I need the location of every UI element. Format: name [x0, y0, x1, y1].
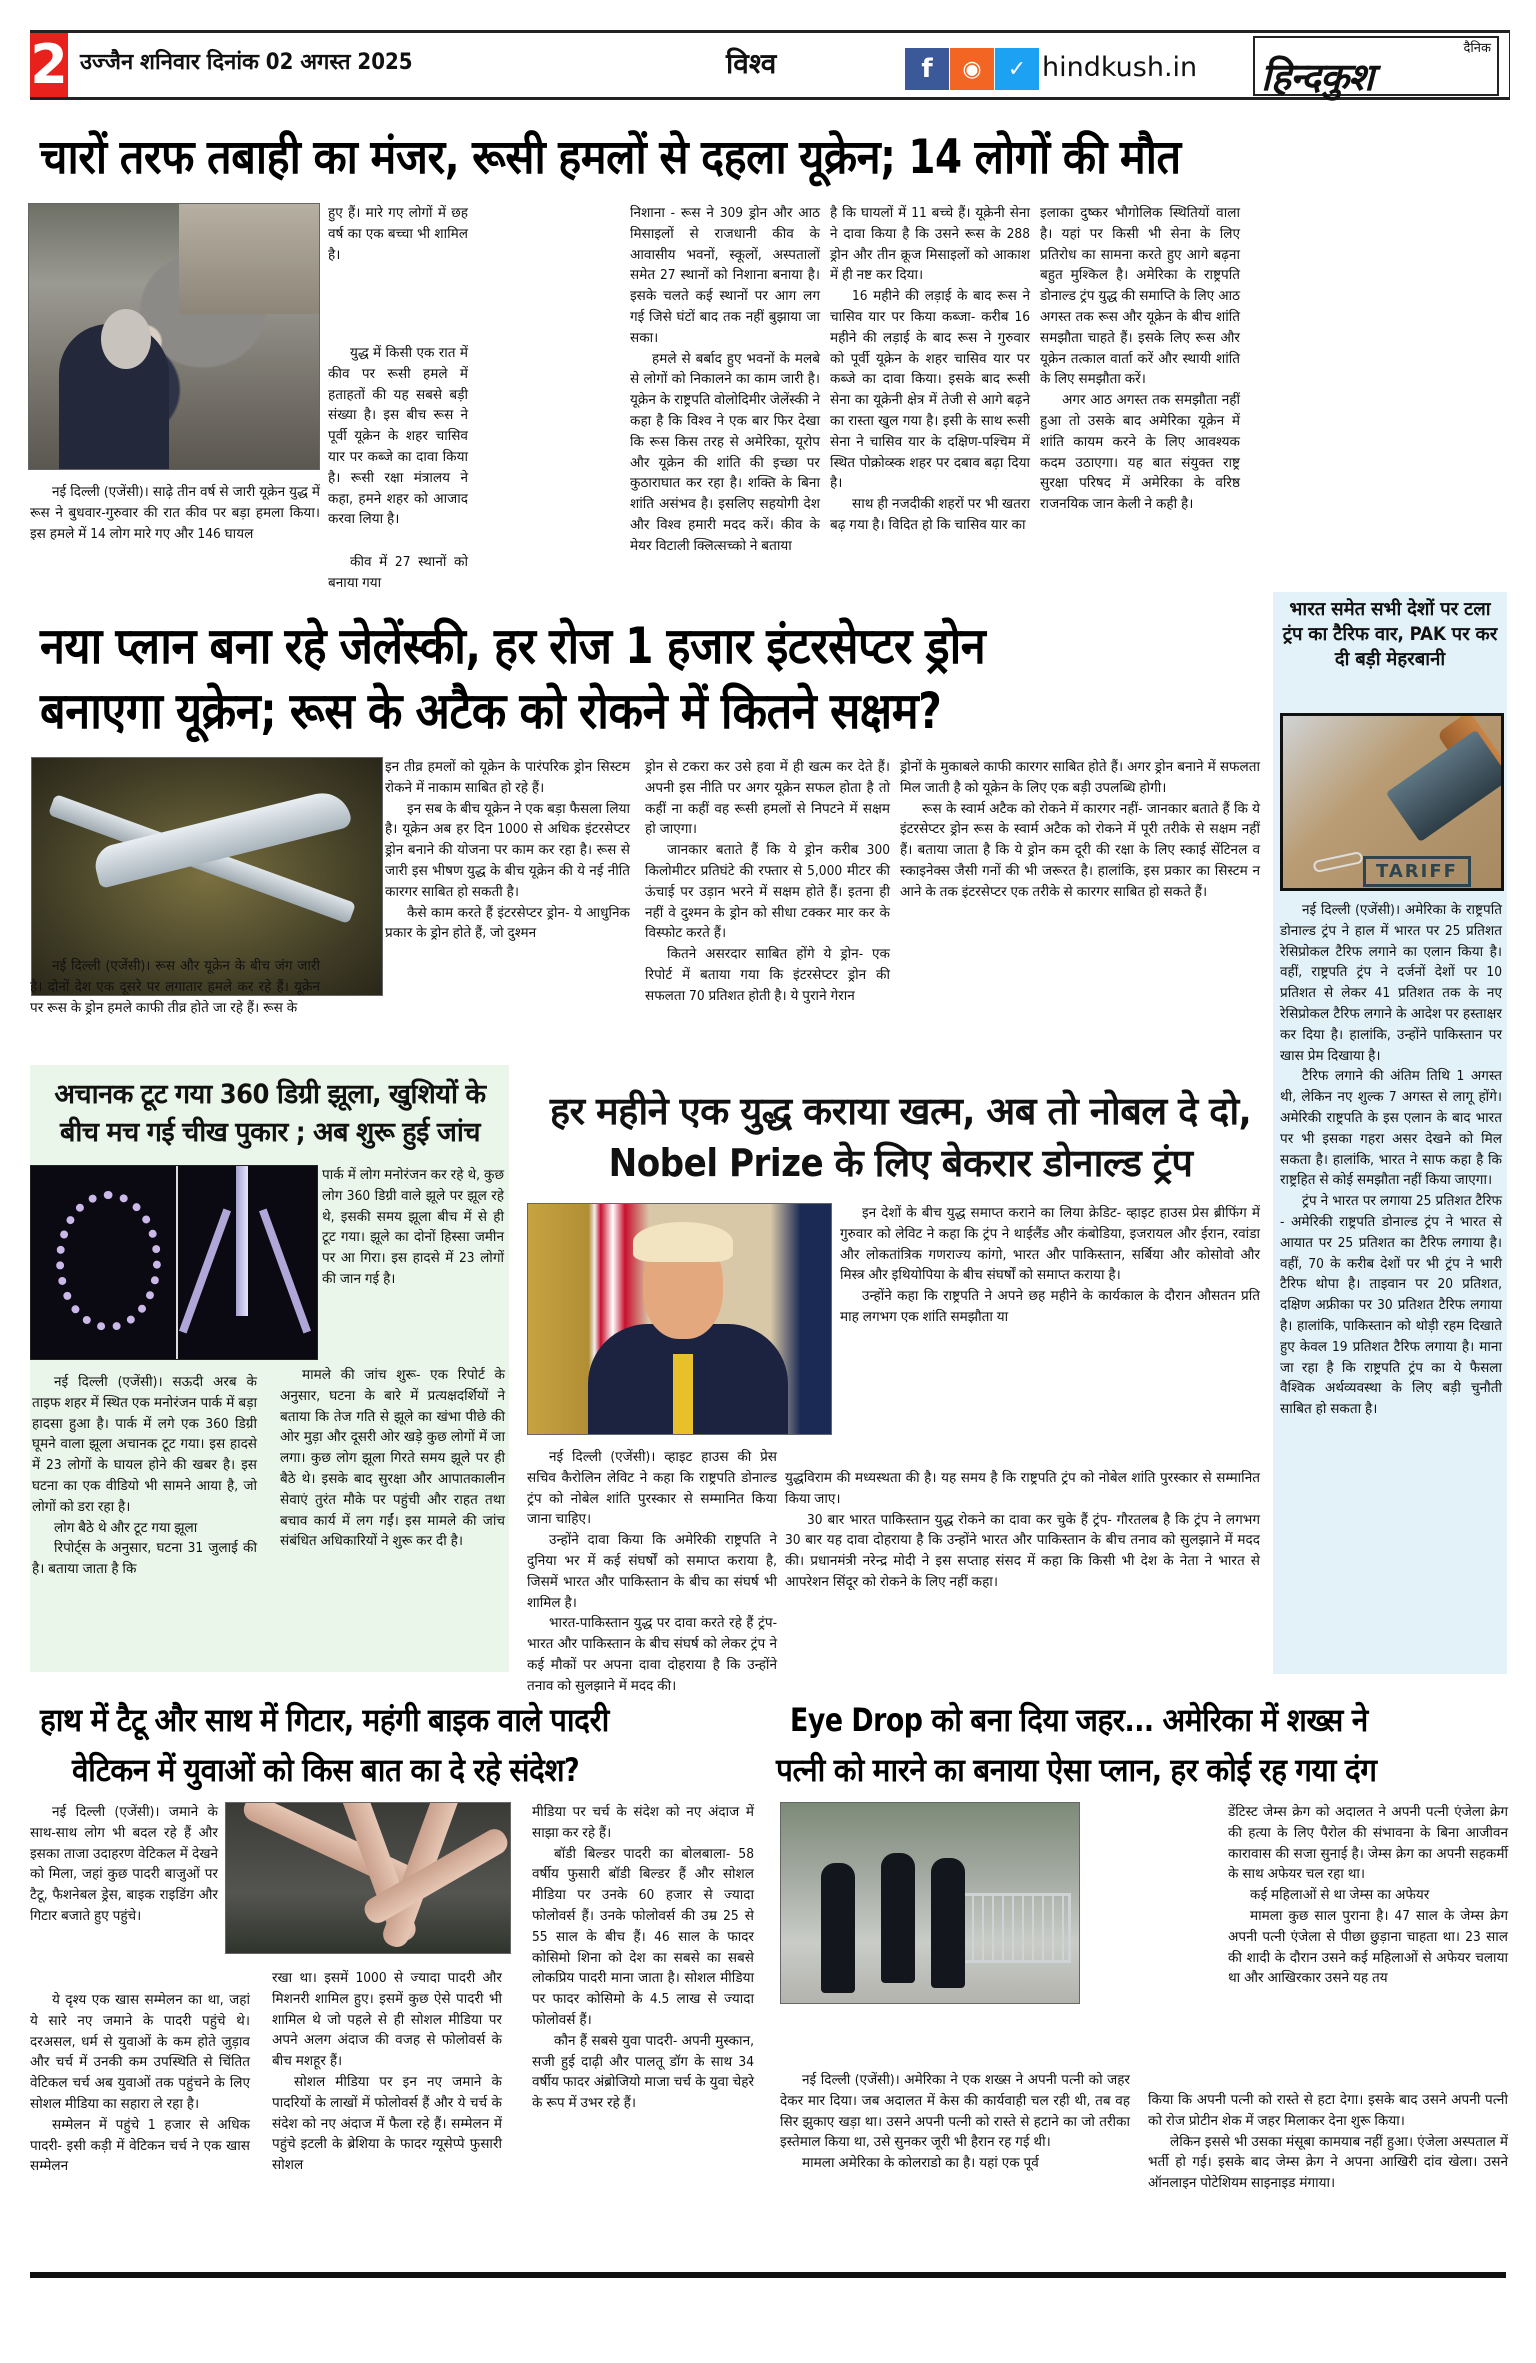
story1-headline: चारों तरफ तबाही का मंजर, रूसी हमलों से दहला यूक्रेन; 14 लोगों की मौत [40, 130, 1181, 185]
ride-tower [236, 1166, 248, 1316]
logo-tagline: दैनिक [1463, 41, 1491, 56]
trump-col2 [785, 1468, 1260, 1593]
photo-barrier [951, 1893, 1071, 1963]
paragraph: लोग बैठे थे और टूट गया झूला [54, 1519, 198, 1536]
priests-col1-top [30, 1802, 218, 1927]
paperclip [1312, 851, 1363, 873]
paragraph: है कि घायलों में 11 बच्चे हैं। यूक्रेनी सेना ने दावा किया है कि उसने रूस के 288 ड्रोन और तीन क्रूज मिसाइलों को आकाश में ही नष्ट कर दिया। [830, 205, 1030, 284]
tariff-headline: भारत समेत सभी देशों पर टला ट्रंप का टैरिफ वार, PAK पर कर दी बड़ी मेहरबानी [1282, 599, 1498, 670]
paragraph: 30 बार भारत पाकिस्तान युद्ध रोकने का दावा कर चुके हैं ट्रंप- गौरतलब है कि ट्रंप ने लगभग 30 बार यह दावा दोहराया है कि उन्होंने भारत और पाकिस्तान के बीच तनाव को सुलझाने में मदद की। प्रधानमंत्री नरेन्द्र मोदी ने इस सप्ताह संसद में कहा कि किसी भी देश के नेता ने भारत से आपरेशन सिंदूर को रोकने के लिए नहीं कहा। [785, 1511, 1260, 1590]
swing-col1 [32, 1372, 257, 1580]
ride-arm [259, 1209, 311, 1334]
story2-col2 [385, 757, 630, 944]
rss-icon[interactable]: ◉ [950, 48, 994, 90]
paragraph: कई महिलाओं से था जेम्स का अफेयर [1250, 1887, 1430, 1904]
logo-title: हिन्दकुश [1261, 55, 1373, 99]
story1-col2b [328, 343, 468, 530]
paragraph: रखा था। इसमें 1000 से ज्यादा पादरी और मिशनरी शामिल हुए। इसमें कुछ ऐसे पादरी भी शामिल थे जो पहले से ही सोशल मीडिया पर अपने अलग अंदाज की वजह से फोलोवर्स के बीच मशहूर हैं। [272, 1970, 502, 2070]
paragraph: पार्क में लोग मनोरंजन कर रहे थे, कुछ लोग 360 डिग्री वाले झूले पर झूल रहे थे, इसकी समय झूला बीच में से ही टूट गया। झूले का दोनों हिस्सा जमीन पर आ गिरा। इस हादसे में 23 लोगों की जान गई है। [322, 1167, 504, 1287]
social-links [905, 48, 1039, 90]
paragraph: नई दिल्ली (एजेंसी)। रूस और यूक्रेन के बीच जंग जारी है। दोनों देश एक दूसरे पर लगातार हमले कर रहे हैं। यूक्रेन पर रूस के ड्रोन हमले काफी तीव्र होते जा रहे हैं। रूस के [30, 958, 320, 1016]
priests-col2 [272, 1968, 502, 2176]
section-label: विश्व [726, 47, 777, 80]
paragraph: नई दिल्ली (एजेंसी)। अमेरिका ने एक शख्स ने अपनी पत्नी को जहर देकर मार दिया। जब अदालत में केस की कार्यवाही चल रही थी, तब वह सिर झुकाए खड़ा था। उसने अपनी पत्नी को रास्ते से हटाने का जो तरीका इस्तेमाल किया था, उसे सुनकर जूरी भी हैरान रह गई थी। [780, 2072, 1130, 2151]
paragraph: इन सब के बीच यूक्रेन ने एक बड़ा फैसला लिया है। यूक्रेन अब हर दिन 1000 से अधिक इंटरसेप्टर ड्रोन बनाने की योजना पर काम कर रहा है। रूस से जारी इस भीषण युद्ध के बीच यूक्रेन की ये नई नीति कारगर साबित हो सकती है। [385, 800, 630, 900]
trump-side [840, 1203, 1260, 1328]
story1-col5 [1040, 203, 1240, 515]
paragraph: नई दिल्ली (एजेंसी)। व्हाइट हाउस की प्रेस सचिव कैरोलिन लेविट ने कहा कि राष्ट्रपति डोनाल्ड ट्रंप को नोबेल शांति पुरस्कार से सम्मानित किया जाना चाहिए। [527, 1449, 777, 1528]
paragraph: उन्होंने दावा किया कि अमेरिकी राष्ट्रपति ने दुनिया भर में कई संघर्षों को समाप्त कराया है, जिसमें भारत और पाकिस्तान के बीच का संघर्ष भी शामिल है। [527, 1532, 777, 1611]
eyedrop-headline-line2: पत्नी को मारने का बनाया ऐसा प्लान, हर कोई रह गया दंग [776, 1751, 1377, 1789]
paragraph: हुए हैं। मारे गए लोगों में छह वर्ष का एक बच्चा भी शामिल है। [328, 205, 468, 263]
ride-arm [179, 1209, 231, 1334]
paragraph: साथ ही नजदीकी शहरों पर भी खतरा बढ़ गया है। विदित हो कि चासिव यार का [830, 496, 1030, 533]
facebook-icon[interactable]: f [905, 48, 949, 90]
twitter-icon[interactable]: ✓ [995, 48, 1039, 90]
paragraph: किया कि अपनी पत्नी को रास्ते से हटा देगा। इसके बाद उसने अपनी पत्नी को रोज प्रोटीन शेक में जहर मिलाकर देना शुरू किया। [1148, 2092, 1508, 2129]
paragraph: मामला अमेरिका के कोलराडो का है। यहां एक पूर्व [802, 2155, 1039, 2172]
paragraph: टैरिफ लगाने की अंतिम तिथि 1 अगस्त थी, लेकिन नए शुल्क 7 अगस्त से लागू होंगे। अमेरिकी राष्ट्रपति के इस एलान के बाद भारत पर भी इसका गहरा असर देखने को मिल सकता है। हालांकि, भारत ने साफ कहा है कि राष्ट्रहित से कोई समझौता नहीं किया जाएगा। [1280, 1068, 1502, 1189]
priests-headline-line1: हाथ में टैटू और साथ में गिटार, महंगी बाइक वाले पादरी [40, 1701, 609, 1739]
paragraph: भारत-पाकिस्तान युद्ध पर दावा करते रहे हैं ट्रंप- भारत और पाकिस्तान के बीच संघर्ष को लेकर ट्रंप ने कई मौकों पर अपना दावा दोहराया है कि उन्होंने तनाव को सुलझाने में मदद की। [527, 1615, 777, 1694]
tariff-photo [1280, 713, 1504, 891]
paragraph: मामले की जांच शुरू- एक रिपोर्ट के अनुसार, घटना के बारे में प्रत्यक्षदर्शियों ने बताया कि तेज गति से झूले का खंभा पीछे की ओर मुड़ा और दूसरी ओर खड़े कुछ लोगों में जा लगा। कुछ लोग झूला गिरते समय झूले पर ही बैठे थे। इसके बाद सुरक्षा और आपातकालीन सेवाएं तुरंत मौके पर पहुंची और राहत तथा बचाव कार्य में लग गईं। इस मामले की जांच संबंधित अधिकारियों ने शुरू कर दी है। [280, 1367, 505, 1550]
paragraph: ड्रोनों के मुकाबले काफी कारगर साबित होते हैं। अगर ड्रोन बनाने में सफलता मिल जाती है को यूक्रेन के लिए एक बड़ी उपलब्धि होगी। [900, 759, 1260, 796]
paragraph: कौन हैं सबसे युवा पादरी- अपनी मुस्कान, सजी हुई दाढ़ी और पालतू डॉग के साथ 34 वर्षीय फादर अंब्रोजियो माजा चर्च के युवा चेहरे के रूप में उभर रहे हैं। [532, 2032, 754, 2112]
paragraph: जानकार बताते हैं कि ये ड्रोन करीब 300 किलोमीटर प्रतिघंटे की रफ्तार से 5,000 मीटर की ऊंचाई पर उड़ान भरने में सक्षम होते हैं। इतना ही नहीं वे दुश्मन के ड्रोन को सीधा टक्कर मार कर के विस्फोट करते हैं। [645, 842, 890, 942]
paragraph: नई दिल्ली (एजेंसी)। सऊदी अरब के ताइफ शहर में स्थित एक मनोरंजन पार्क में बड़ा हादसा हुआ है। पार्क में लगे एक 360 डिग्री घूमने वाला झूला अचानक टूट गया। इस हादसे में 23 लोगों के घायल होने की खबर है। इस घटना का एक वीडियो भी सामने आया है, जो लोगों को डरा रहा है। [32, 1374, 257, 1515]
paragraph: डेंटिस्ट जेम्स क्रेग को अदालत ने अपनी पत्नी एंजेला क्रेग की हत्या के लिए पैरोल की संभावना के बिना आजीवन कारावास की सजा सुनाई है। जेम्स क्रेग का अपनी सहकर्मी के साथ अफेयर चल रहा था। [1228, 1804, 1508, 1883]
story2-col3 [645, 757, 890, 1007]
eyedrop-headline-line1: Eye Drop को बना दिया जहर... अमेरिका में शख्स ने [790, 1701, 1368, 1739]
paragraph: 16 महीने की लड़ाई के बाद रूस ने चासिव यार पर किया कब्जा- करीब 16 महीने की लड़ाई के बाद रूस ने गुरुवार को पूर्वी यूक्रेन के शहर चासिव यार पर कब्जे का दावा किया। इसके बाद रूसी सेना का यूक्रेनी क्षेत्र में तेजी से आगे बढ़ने का रास्ता खुल गया है। इसी के साथ रूसी सेना ने चासिव यार के दक्षिण-पश्चिम में स्थित पोक्रोव्स्क शहर पर दबाव बढ़ा दिया है। [830, 288, 1030, 492]
paragraph: युद्धविराम की मध्यस्थता की है। यह समय है कि राष्ट्रपति ट्रंप को नोबेल शांति पुरस्कार से सम्मानित किया जाए। [785, 1470, 1260, 1507]
eyedrop-side [1228, 1802, 1508, 1989]
paragraph: बॉडी बिल्डर पादरी का बोलबाला- 58 वर्षीय फुसारी बॉडी बिल्डर हैं और सोशल मीडिया पर उनके 60 हजार से ज्यादा फोलोवर्स हैं। उनके फोलोवर्स की उम्र 25 से 55 साल के बीच हैं। 46 साल के फादर कोसिमो शिना को देश का सबसे का सबसे लोकप्रिय पादरी माना जाता है। सोशल मीडिया पर फादर कोसिमो के 4.5 लाख से ज्यादा फोलोवर्स हैं। [532, 1845, 754, 2028]
newspaper-logo [1253, 36, 1499, 99]
story1-col4 [830, 203, 1030, 536]
photo-head [101, 309, 151, 369]
eyedrop-photo-police [780, 1802, 1080, 2004]
photo-divider [176, 1166, 178, 1359]
story1-col1 [30, 482, 320, 544]
paragraph: इन तीव्र हमलों को यूक्रेन के पारंपरिक ड्रोन सिस्टम रोकने में नाकाम साबित हो रहे हैं। [385, 759, 630, 796]
swing-col2 [280, 1365, 505, 1552]
bottom-rule [30, 2272, 1506, 2278]
paragraph: लेकिन इससे भी उसका मंसूबा कामयाब नहीं हुआ। एंजेला अस्पताल में भर्ती हो गई। इसके बाद जेम्स क्रेग ने अपना आखिरी दांव खेला। उसने ऑनलाइन पोटेशियम साइनाइड मंगाया। [1148, 2133, 1508, 2192]
swing-photo [30, 1165, 318, 1360]
story2-headline-line2: बनाएगा यूक्रेन; रूस के अटैक को रोकने में कितने सक्षम? [40, 682, 942, 740]
trump-headline: हर महीने एक युद्ध कराया खत्म, अब तो नोबल दे दो, Nobel Prize के लिए बेकरार डोनाल्ड ट्रंप [549, 1089, 1252, 1185]
priests-photo-tattoos [225, 1802, 511, 1954]
ride-wheel [56, 1191, 161, 1331]
page-number: 2 [30, 33, 68, 96]
priests-col1 [30, 1990, 250, 2177]
story1-col2c [328, 552, 468, 594]
photo-tie [673, 1354, 693, 1435]
dateline: उज्जैन शनिवार दिनांक 02 अगस्त 2025 [80, 50, 413, 75]
paragraph: ड्रोन से टकरा कर उसे हवा में ही खत्म कर देते हैं। अपनी इस नीति पर अगर यूक्रेन सफल होता है तो कहीं ना कहीं वह रूसी हमलों से निपटने में सक्षम हो जाएगा। [645, 759, 890, 838]
photo-hair [633, 1222, 733, 1262]
paragraph: अगर आठ अगस्त तक समझौता नहीं हुआ तो उसके बाद अमेरिका यूक्रेन में शांति कायम करने के लिए आवश्यक कदम उठाएगा। यह बात संयुक्त राष्ट्र सुरक्षा परिषद में अमेरिका के वरिष्ठ राजनयिक जान केली ने कही है। [1040, 392, 1240, 513]
tariff-body [1280, 900, 1502, 1420]
site-url[interactable]: hindkush.in [1042, 52, 1198, 83]
story2-col1 [30, 956, 320, 1018]
photo-officer [821, 1863, 855, 1993]
paragraph: नई दिल्ली (एजेंसी)। साढ़े तीन वर्ष से जारी यूक्रेन युद्ध में रूस ने बुधवार-गुरुवार की रात कीव पर बड़ा हमला किया। इस हमले में 14 लोग मारे गए और 146 घायल [30, 484, 320, 542]
paragraph: सोशल मीडिया पर इन नए जमाने के पादरियों के लाखों में फोलोवर्स हैं और ये चर्च के संदेश को नए अंदाज में फैला रहे हैं। सम्मेलन में पहुंचे इटली के ब्रेशिया के फादर ग्यूसेप्पे फुसारी सोशल [272, 2073, 502, 2174]
paragraph: उन्होंने कहा कि राष्ट्रपति ने अपने छह महीने के कार्यकाल के दौरान औसतन प्रति माह लगभग एक शांति समझौता या [840, 1288, 1260, 1325]
paragraph: मामला कुछ साल पुराना है। 47 साल के जेम्स क्रेग अपनी पत्नी एंजेला से पीछा छुड़ाना चाहता था। 23 साल की शादी के दौरान उसने कई महिलाओं से अफेयर चलाया था और आखिरकार उसने यह तय [1228, 1907, 1508, 1987]
eyedrop-col2 [1148, 2090, 1508, 2194]
paragraph: नई दिल्ली (एजेंसी)। अमेरिका के राष्ट्रपति डोनाल्ड ट्रंप ने हाल में भारत पर 25 प्रतिशत रेसिप्रोकल टैरिफ लगाने का एलान किया है। वहीं, राष्ट्रपति ट्रंप ने दर्जनों देशों पर 10 प्रतिशत से लेकर 41 प्रतिशत तक के नए रेसिप्रोकल टैरिफ लगाने के आदेश पर हस्ताक्षर कर दिया है। हालांकि, उन्होंने पाकिस्तान पर खास प्रेम दिखाया है। [1280, 902, 1502, 1064]
eyedrop-col1 [780, 2070, 1130, 2174]
story1-col3 [630, 203, 820, 557]
tariff-stamp-label: TARIFF [1363, 856, 1471, 887]
swing-headline: अचानक टूट गया 360 डिग्री झूला, खुशियों के बीच मच गई चीख पुकार ; अब शुरू हुई जांच [54, 1079, 486, 1148]
paragraph: इलाका दुष्कर भौगोलिक स्थितियों वाला है। यहां पर किसी भी सेना के लिए प्रतिरोध का सामना करते हुए आगे बढ़ना बहुत मुश्किल है। अमेरिका के राष्ट्रपति डोनाल्ड ट्रंप युद्ध की समाप्ति के लिए आठ अगस्त तक रूस और यूक्रेन के बीच शांति समझौता चाहते हैं। इसके लिए रूस और यूक्रेन तत्काल वार्ता करें और स्थायी शांति के लिए समझौता करें। [1040, 205, 1240, 388]
paragraph: रूस के स्वार्म अटैक को रोकने में कारगर नहीं- जानकार बताते हैं कि ये इंटरसेप्टर ड्रोन रूस के स्वार्म अटैक को रोकने में पूरी तरीके से सक्षम नहीं हैं। बताया जाता है कि ये ड्रोन कम दूरी की रक्षा के लिए स्काई सेंटिनल व स्काइनेक्स जैसी गनों की भी जरूरत है। हालांकि, इस प्रकार का सिस्टम न आने के तक इंटरसेप्टर एक तरीके से कारगर साबित हो सकते हैं। [900, 800, 1260, 900]
paragraph: ट्रंप ने भारत पर लगाया 25 प्रतिशत टैरिफ - अमेरिकी राष्ट्रपति डोनाल्ड ट्रंप ने भारत से आयात पर 25 प्रतिशत का टैरिफ लगाया है। वहीं, 70 के करीब देशों पर भी ट्रंप ने भारी टैरिफ थोपा है। ताइवान पर 20 प्रतिशत, दक्षिण अफ्रीका पर 30 प्रतिशत टैरिफ लगाया है। हालांकि, पाकिस्तान को थोड़ी रहम दिखाते हुए केवल 19 प्रतिशत टैरिफ लगाया है। माना जा रहा है कि राष्ट्रपति ट्रंप का ये फैसला वैश्विक अर्थव्यवस्था के लिए बड़ी चुनौती साबित हो सकता है। [1280, 1193, 1502, 1418]
paragraph: कितने असरदार साबित होंगे ये ड्रोन- एक रिपोर्ट में बताया गया कि इंटरसेप्टर ड्रोन की सफलता 70 प्रतिशत होती है। ये पुराने गेरान [645, 946, 890, 1004]
paragraph: सम्मेलन में पहुंचे 1 हजार से अधिक पादरी- इसी कड़ी में वेटिकन चर्च ने एक खास सम्मेलन [30, 2116, 250, 2175]
paragraph: इन देशों के बीच युद्ध समाप्त कराने का लिया क्रेडिट- व्हाइट हाउस प्रेस ब्रीफिंग में गुरुवार को लेविट ने कहा कि ट्रंप ने थाईलैंड और कंबोडिया, इजरायल और ईरान, रवांडा और लोकतांत्रिक गणराज्य कांगो, भारत और पाकिस्तान, सर्बिया और कोसोवो और मिस्त्र और इथियोपिया के बीच संघर्षों को समाप्त कराया है। [840, 1205, 1260, 1284]
paragraph: मीडिया पर चर्च के संदेश को नए अंदाज में साझा कर रहे हैं। [532, 1804, 754, 1841]
priests-headline-line2: वेटिकन में युवाओं को किस बात का दे रहे संदेश? [72, 1751, 580, 1789]
story1-col2 [328, 203, 468, 265]
trump-col1 [527, 1447, 777, 1697]
paragraph: युद्ध में किसी एक रात में कीव पर रूसी हमले में हताहतों की यह सबसे बड़ी संख्या है। इस बीच रूस ने पूर्वी यूक्रेन के शहर चासिव यार पर कब्जे का दावा किया है। रूसी रक्षा मंत्रालय ने कहा, हमने शहर को आजाद करवा लिया है। [328, 345, 468, 528]
photo-building [179, 204, 319, 314]
paragraph: रिपोर्ट्स के अनुसार, घटना 31 जुलाई की है। बताया जाता है कि [32, 1540, 257, 1578]
paragraph: ये दृश्य एक खास सम्मेलन का था, जहां ये सारे नए जमाने के पादरी पहुंचे थे। दरअसल, धर्म से युवाओं के कम होते जुड़ाव और चर्च में उनकी कम उपस्थिति से चिंतित वेटिकल चर्च अब युवाओं तक पहुंचने के लिए सोशल मीडिया का सहारा ले रहा है। [30, 1992, 250, 2112]
paragraph: निशाना - रूस ने 309 ड्रोन और आठ मिसाइलों से राजधानी कीव के आवासीय भवनों, स्कूलों, अस्पतालों समेत 27 स्थानों को निशाना बनाया है। इसके चलते कई स्थानों पर आग लग गई जिसे घंटों बाद तक नहीं बुझाया जा सका। [630, 205, 820, 346]
story2-headline-line1: नया प्लान बना रहे जेलेंस्की, हर रोज 1 हजार इंटरसेप्टर ड्रोन [40, 617, 986, 675]
photo-officer [931, 1858, 965, 1988]
paragraph: कीव में 27 स्थानों को बनाया गया [328, 554, 468, 591]
paragraph: नई दिल्ली (एजेंसी)। जमाने के साथ-साथ लोग भी बदल रहे हैं और इसका ताजा उदाहरण वेटिकल में देखने को मिला, जहां कुछ पादरी बाजुओं पर टैटू, फैशनेबल ड्रेस, बाइक राइडिंग और गिटार बजाते हुए पहुंचे। [30, 1804, 218, 1924]
trump-photo [527, 1203, 832, 1435]
swing-side [322, 1165, 504, 1290]
photo-officer [881, 1853, 915, 1983]
story1-photo-rubble [28, 203, 320, 470]
priests-col3 [532, 1802, 754, 2114]
story2-col4 [900, 757, 1260, 903]
paragraph: हमले से बर्बाद हुए भवनों के मलबे से लोगों को निकालने का काम जारी है। यूक्रेन के राष्ट्रपति वोलोदिमीर जेलेंस्की ने कहा है कि विश्व ने एक बार फिर देखा कि रूस किस तरह से अमेरिका, यूरोप और यूक्रेन की शांति की इच्छा पर कुठाराघात कर रहा है। शक्ति के बिना शांति असंभव है। इसलिए सहयोगी देश और विश्व हमारी मदद करें। कीव के मेयर विटाली क्लित्सच्को ने बताया [630, 350, 820, 554]
paragraph: कैसे काम करते हैं इंटरसेप्टर ड्रोन- ये आधुनिक प्रकार के ड्रोन होते हैं, जो दुश्मन [385, 904, 630, 942]
